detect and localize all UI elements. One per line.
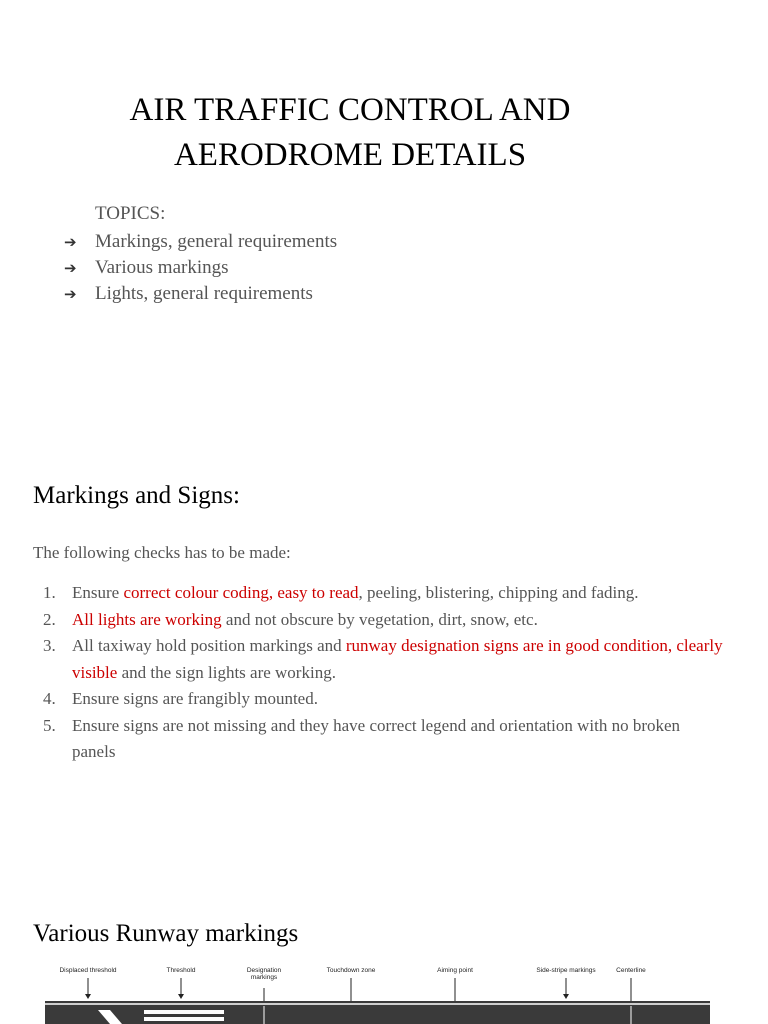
markings-heading: Markings and Signs: (33, 482, 240, 509)
item-number: 5. (43, 715, 56, 735)
list-item (33, 633, 723, 686)
check-highlight: correct colour coding, easy to read (123, 583, 359, 602)
list-item (64, 255, 337, 281)
item-number: 3. (43, 636, 56, 655)
title-line-1: AIR TRAFFIC CONTROL AND (129, 92, 571, 128)
check-text: Ensure signs are not missing and they have correct legend and orientation with no broken panels (72, 715, 681, 761)
check-text: Ensure (72, 583, 124, 602)
page-title (60, 88, 640, 178)
list-item (33, 580, 723, 607)
threshold-bar (144, 1010, 224, 1014)
label-touchdown-zone: Touchdown zone (326, 967, 376, 974)
list-item (64, 281, 337, 307)
arrow-right-icon: ➔ (64, 233, 77, 251)
threshold-bar (144, 1017, 224, 1021)
topics-list (64, 229, 337, 307)
check-text: All taxiway hold position markings and (72, 636, 346, 655)
item-number: 2. (43, 609, 56, 629)
label-aiming-point: Aiming point (437, 967, 473, 974)
check-text: , peeling, blistering, chipping and fading. (358, 583, 639, 602)
topic-label: Markings, general requirements (95, 231, 338, 252)
topics-heading: TOPICS: (95, 203, 166, 224)
runway-heading: Various Runway markings (33, 920, 299, 947)
label-designation-1: Designation (246, 967, 282, 974)
label-designation-2: markings (250, 974, 278, 981)
check-highlight: runway designation signs are in good condition, clearly visible (72, 636, 723, 682)
checks-list (33, 580, 723, 766)
check-highlight: All lights are working (72, 609, 222, 629)
arrow-right-icon: ➔ (64, 285, 77, 303)
check-text: Ensure signs are frangibly mounted. (72, 689, 318, 708)
check-text: and the sign lights are working. (117, 662, 336, 682)
item-number: 1. (43, 583, 56, 602)
label-displaced-threshold: Displaced threshold (59, 967, 117, 974)
checks-intro: The following checks has to be made: (33, 543, 291, 562)
list-item (33, 686, 723, 713)
list-item (33, 607, 723, 634)
topic-label: Lights, general requirements (95, 283, 313, 304)
label-threshold: Threshold (166, 967, 196, 974)
label-side-stripe: Side-stripe markings (536, 967, 596, 974)
title-line-2: AERODROME DETAILS (173, 137, 527, 173)
topic-label: Various markings (95, 257, 229, 278)
label-centerline: Centerline (616, 967, 646, 974)
arrow-right-icon: ➔ (64, 259, 77, 277)
runway-markings-diagram (40, 958, 720, 1024)
item-number: 4. (43, 689, 56, 708)
list-item (33, 713, 723, 766)
list-item (64, 229, 337, 255)
check-text: and not obscure by vegetation, dirt, snow, etc. (221, 609, 538, 629)
